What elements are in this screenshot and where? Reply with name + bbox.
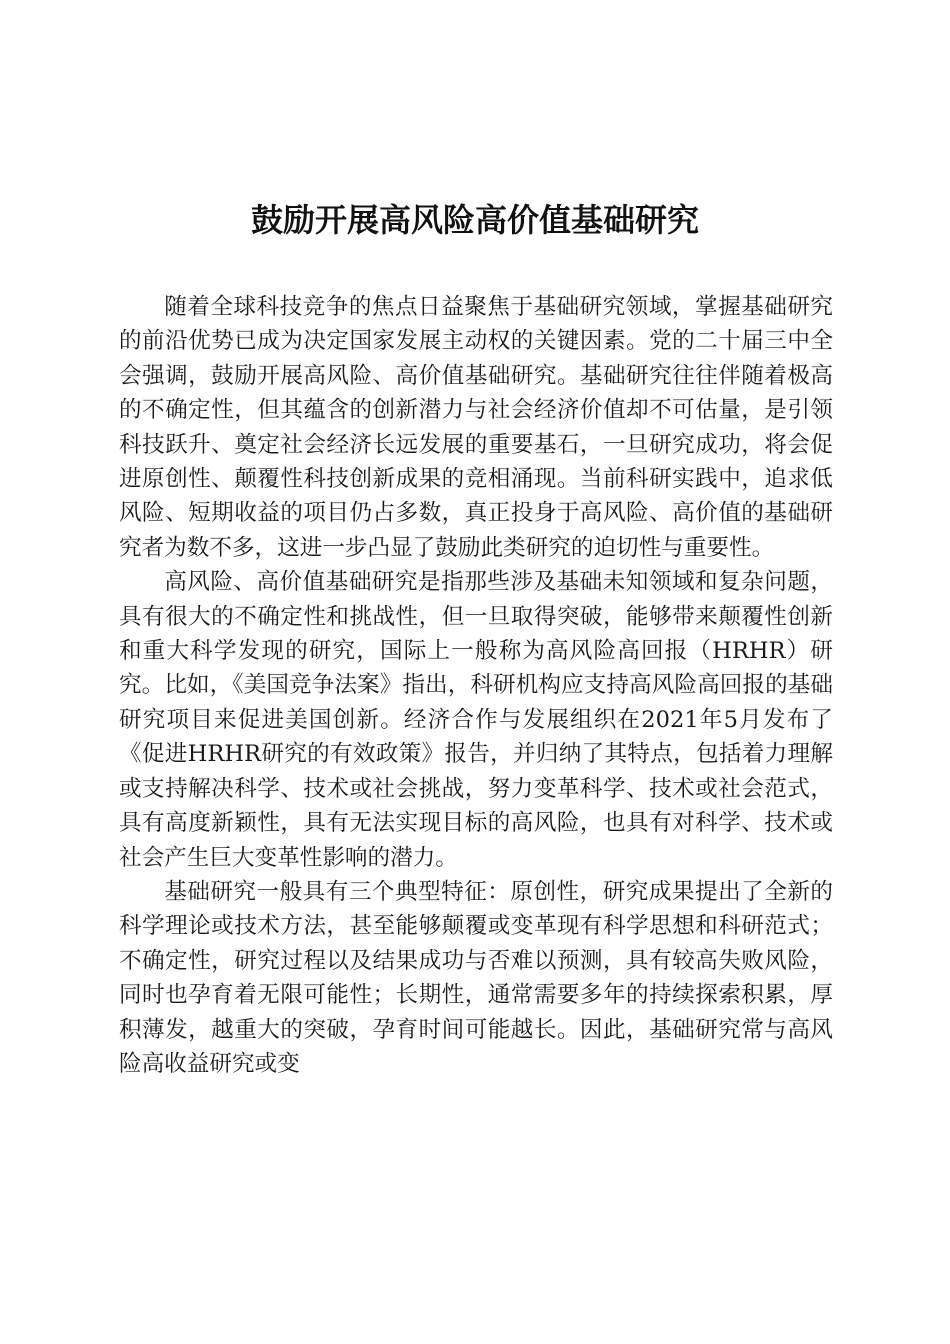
document-body bbox=[119, 290, 833, 1081]
paragraph-1: 随着全球科技竞争的焦点日益聚焦于基础研究领域，掌握基础研究的前沿优势已成为决定国家发展主动权的关键因素。党的二十届三中全会强调，鼓励开展高风险、高价值基础研究。基础研究往往伴随着极高的不确定性，但其蕴含的创新潜力与社会经济价值却不可估量，是引领科技跃升、奠定社会经济长远发展的重要基石，一旦研究成功，将会促进原创性、颠覆性科技创新成果的竞相涌现。当前科研实践中，追求低风险、短期收益的项目仍占多数，真正投身于高风险、高价值的基础研究者为数不多，这进一步凸显了鼓励此类研究的迫切性与重要性。 bbox=[119, 294, 833, 561]
paragraph-2: 高风险、高价值基础研究是指那些涉及基础未知领域和复杂问题，具有很大的不确定性和挑战性，但一旦取得突破，能够带来颠覆性创新和重大科学发现的研究，国际上一般称为高风险高回报（HRHR）研究。比如，《美国竞争法案》指出，科研机构应支持高风险高回报的基础研究项目来促进美国创新。经济合作与发展组织在2021年5月发布了《促进HRHR研究的有效政策》报告，并归纳了其特点，包括着力理解或支持解决科学、技术或社会挑战，努力变革科学、技术或社会范式，具有高度新颖性，具有无法实现目标的高风险，也具有对科学、技术或社会产生巨大变革性影响的潜力。 bbox=[119, 569, 833, 871]
paragraph-3: 基础研究一般具有三个典型特征：原创性，研究成果提出了全新的科学理论或技术方法，甚至能够颠覆或变革现有科学思想和科研范式；不确定性，研究过程以及结果成功与否难以预测，具有较高失败风险，同时也孕育着无限可能性；长期性，通常需要多年的持续探索积累，厚积薄发，越重大的突破，孕育时间可能越长。因此，基础研究常与高风险高收益研究或变 bbox=[119, 878, 833, 1077]
document-title: 鼓励开展高风险高价值基础研究 bbox=[250, 201, 699, 239]
